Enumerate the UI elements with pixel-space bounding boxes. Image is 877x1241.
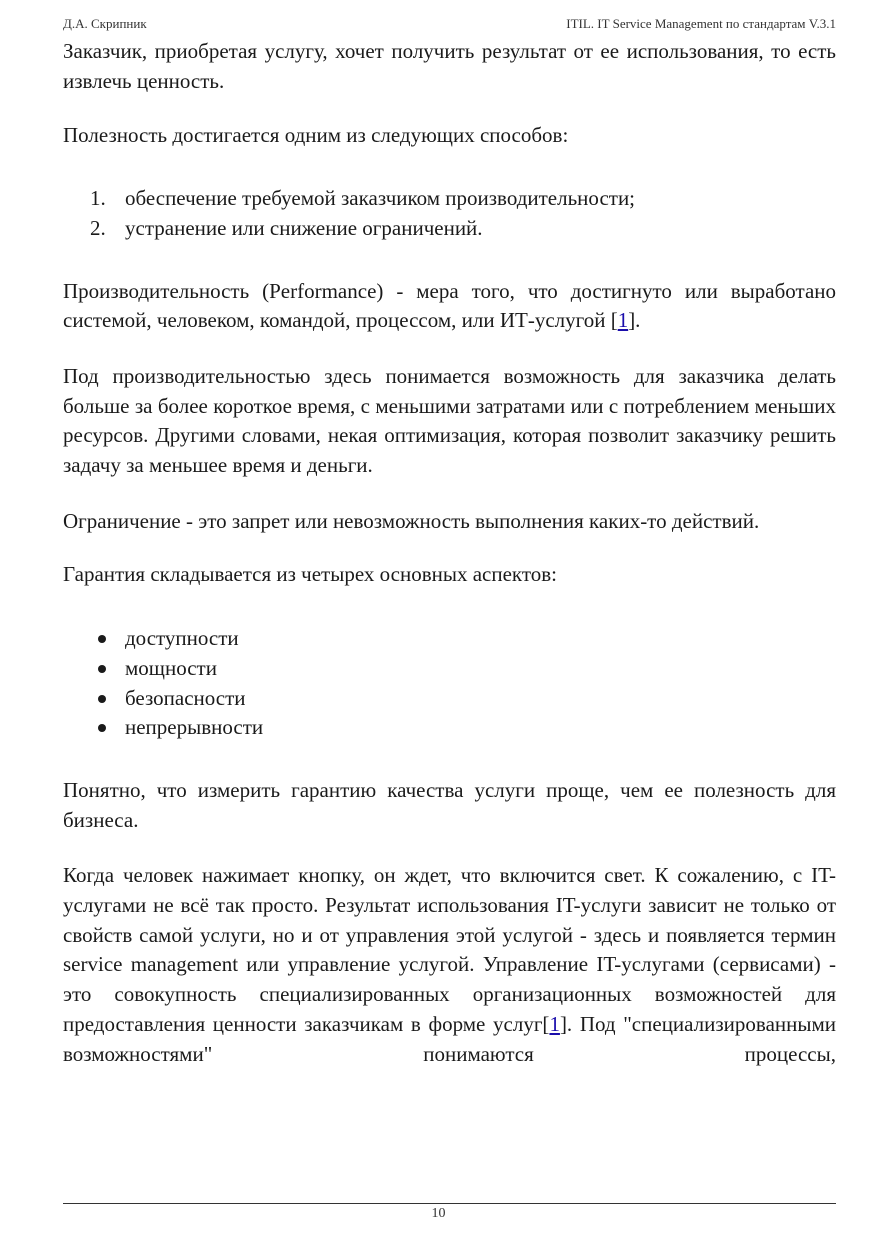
list-item-text: устранение или снижение ограничений. [125, 215, 483, 240]
list-number: 2. [90, 215, 106, 240]
paragraph-text: Когда человек нажимает кнопку, он ждет, что включится свет. К сожалению, с IT-услугами не всё так просто. Результат использования IT-услуги зависит не только от свойств самой услуги, но и от управления этой услугой - здесь и появляется термин service management или управление услугой. Управление IT-услугами (сервисами) - это совокупность специализированных организационных возможностей для предоставления ценности заказчикам в форме услуг[ [63, 863, 836, 1036]
bullet-icon [98, 724, 106, 732]
reference-link[interactable]: 1 [617, 308, 629, 333]
paragraph: Заказчик, приобретая услугу, хочет получить результат от ее использования, то есть извлечь ценность. [63, 39, 836, 93]
paragraph: Понятно, что измерить гарантию качества услуги проще, чем ее полезность для бизнеса. [63, 777, 836, 832]
page-body [63, 37, 836, 1069]
paragraph [63, 277, 836, 336]
bullet-icon [98, 695, 106, 703]
list-item [63, 713, 836, 743]
paragraph-text: ]. Под "специализированными возможностями" понимаются процессы, [63, 1011, 836, 1066]
list-item-text: непрерывности [125, 715, 264, 740]
header-title: ITIL. IT Service Management по стандартам V.3.1 [566, 16, 836, 31]
bullet-icon [98, 635, 106, 643]
list-item-text: безопасности [125, 685, 246, 710]
numbered-list [63, 184, 836, 243]
paragraph: Полезность достигается одним из следующих способов: [63, 123, 569, 148]
page-number: 10 [431, 1206, 446, 1221]
footer-divider [63, 1203, 836, 1204]
paragraph-text: Производительность (Performance) - мера того, что достигнуто или выработано системой, человеком, командой, процессом, или ИТ-услугой [ [63, 278, 836, 333]
list-item [63, 624, 836, 654]
reference-link[interactable]: 1 [549, 1011, 560, 1036]
list-item-text: доступности [125, 626, 239, 651]
paragraph: Ограничение - это запрет или невозможность выполнения каких-то действий. [63, 508, 760, 533]
list-number: 1. [90, 186, 106, 211]
list-item-text: обеспечение требуемой заказчиком производительности; [125, 186, 636, 211]
list-item [63, 684, 836, 714]
bullet-icon [98, 665, 106, 673]
header-author: Д.А. Скрипник [63, 16, 147, 31]
paragraph: Под производительностью здесь понимается возможность для заказчика делать больше за более короткое время, с меньшими затратами или с потреблением меньших ресурсов. Другими словами, некая оптимизация, которая позволит заказчику решить задачу за меньшее время и деньги. [63, 363, 836, 478]
paragraph [63, 861, 836, 1069]
list-item [63, 654, 836, 684]
list-item [63, 214, 836, 244]
paragraph: Гарантия складывается из четырех основных аспектов: [63, 562, 558, 587]
bullet-list [63, 624, 836, 743]
page-header [63, 16, 836, 36]
list-item-text: мощности [125, 655, 217, 680]
list-item [63, 184, 836, 214]
paragraph-text: ]. [628, 308, 641, 333]
